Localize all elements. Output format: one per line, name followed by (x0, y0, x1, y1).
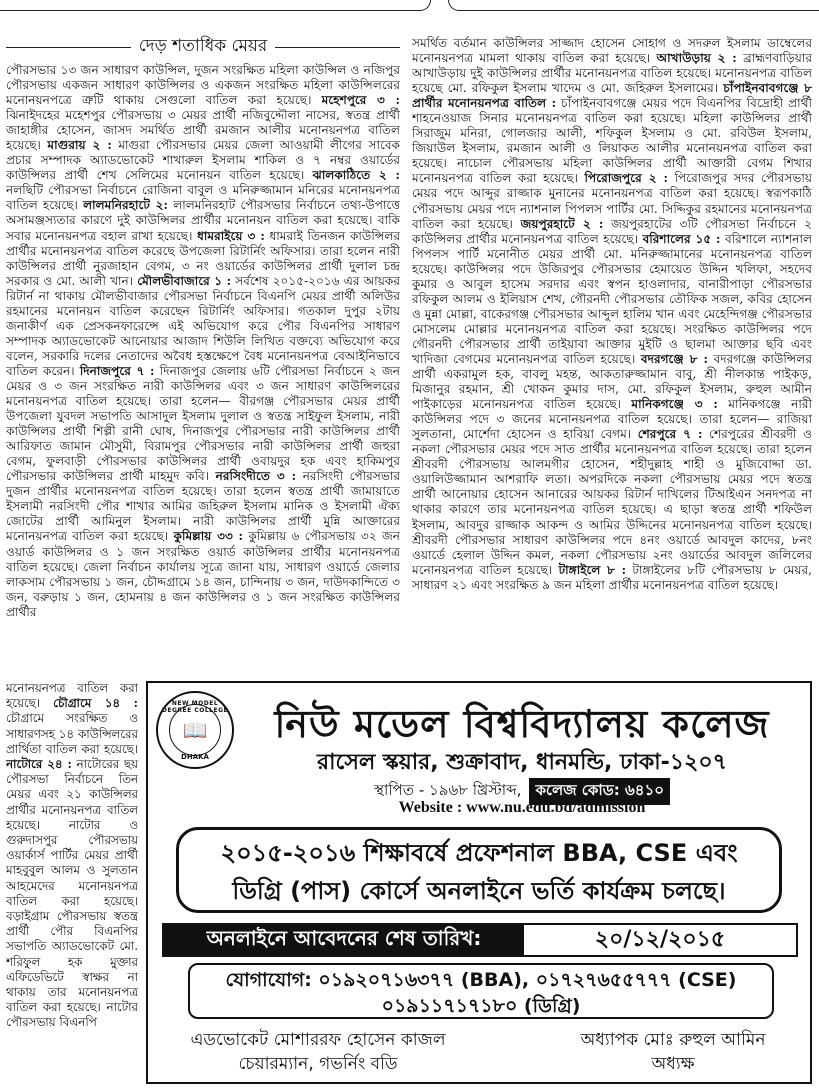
subhead-run: জয়পুরহাটে ২ : (520, 216, 604, 231)
text-run: মনোনয়নপত্র বাতিল করা হয়েছে। (6, 681, 138, 711)
established-text: স্থাপিত - ১৯৬৮ খ্রিস্টাব্দ, (374, 781, 522, 799)
text-run: লালমনিরহাট পৌরসভার নির্বাচনে তথ্য-উপাত্তে অসামঞ্জস্যতার কারণে দুই কাউন্সিলর প্রার্থীর মনোনয়ন বাতিল করা হয়েছে। বাকি সবার মনোনয়নপত্র বহাল রাখা হয়েছে। (6, 198, 400, 243)
text-run: শেরপুরের শ্রীবরদী ও নকলা পৌরসভার মেয়র পদে সাত প্রার্থীর মনোনয়নপত্র বাতিল হয়েছে। তারা হলেন শ্রীবরদী পৌরসভায় আলমগীর হোসেন, শহীদুল্লাহ শাহী ও মুজিবোদ্দা ডা. ওয়ালিউজ্জামান আশরাফি লতা। অপরদিকে নকলা পৌরসভায় মেয়র পদে স্বতন্ত্র প্রার্থী আনোয়ার হোসেন আনারের আয়কর রিটার্ন দাখিলের টিআইএন সনদপত্র না থাকার কারণে তার মনোনয়নপত্র বাতিল হয়েছে। এ ছাড়া স্বতন্ত্র প্রার্থী শফিউল ইসলাম, আবদুর রাজ্জাক আকন্দ ও আমির উদ্দিনের মনোনয়নপত্র বাতিল হয়েছে। শ্রীবরদী পৌরসভার সাধারণ কাউন্সিলর পদে ৪নং ওয়ার্ডে আবদুল কাদের, ৮নং ওয়ার্ডে হেলাল উদ্দিন কমল, নকলা পৌরসভায় ২নং ওয়ার্ডের আবদুল জলিলের মনোনয়নপত্র বাতিল হয়েছে। (412, 427, 812, 577)
principal-title: অধ্যক্ষ (651, 1054, 695, 1074)
subhead-run: বরিশালের ১৫ : (642, 231, 721, 246)
headline-rule-left (6, 47, 131, 48)
college-seal-logo (156, 691, 234, 769)
top-border-fragment-right (448, 0, 819, 11)
subhead-run: শেরপুরে ৭ : (637, 427, 703, 442)
banner-line-1: ২০১৫-২০১৬ শিক্ষাবর্ষে প্রফেশনাল BBA, CSE এবং (220, 839, 738, 867)
college-name: নিউ মডেল বিশ্ববিদ্যালয় কলেজ (274, 702, 770, 746)
subhead-run: মানিকগঞ্জে ৩ : (631, 397, 718, 412)
contact-line-2: ০১৯১১৭১৭১৮০ (ডিগ্রি) (381, 995, 581, 1017)
signature-chairman (168, 1028, 468, 1076)
headline-text: দেড় শতাধিক মেয়র (138, 36, 268, 56)
text-run: নরসিংদী পৌরসভার দুজন প্রার্থীর মনোনয়নপত্র বাতিল হয়েছে। তারা হলেন স্বতন্ত্র প্রার্থী জামায়াতে ইসলামী নরসিংদী পৌর শাখার আমির জহিরুল ইসলাম মানিক ও ইসলামী ঐক্য জোটের প্রার্থী আমিনুল ইসলাম। নারী কাউন্সিলর প্রার্থী মুন্নি আক্তারের মনোনয়নপত্র বাতিল করা হয়েছে। (6, 469, 400, 544)
text-run: সর্বশেষ ২০১৫-২০১৬ এর আয়কর রিটার্ন না থাকায় মৌলভীবাজার পৌরসভা নির্বাচনে বিএনপি মেয়র প্রার্থী অলিউর রহমানের মনোনয়ন বাতিল করেছেন রিটার্নিং অফিসার। গতকাল দুপুর ২টায় জনাকীর্ণ এক প্রেসকনফারেন্সে এই অভিযোগ করে পৌর বিএনপির সাধারণ সম্পাদক অ্যাডভোকেট আনোয়ার আজাদ শিউলি লিখিত বক্তব্যে অভিযোগ করে বলেন, সরকারি দলের নেতাদের অবৈধ হস্তক্ষেপে বৈধ মনোনয়নপত্র বেআইনিভাবে বাতিল করেন। (6, 273, 400, 378)
top-border-fragment-left (0, 0, 431, 11)
article-paragraph (412, 36, 812, 593)
text-run: ঝিনাইদহের মহেশপুর পৌরসভায় ৩ মেয়র প্রার্থী নজিবুদ্দৌলা নাসের, স্বতন্ত্র প্রার্থী জাহাঙ্গীর হোসেন, জাসদ সমর্থিত প্রার্থী রমজান আলীর মনোনয়নপত্র বাতিল হয়েছে। (6, 108, 400, 153)
subhead-run: কুমিল্লায় ৩৩ : (173, 529, 243, 544)
subhead-run: লালমনিরহাটে ২: (83, 198, 168, 213)
text-run: চাঁপাইনবাবগঞ্জে মেয়র পদে বিএনপির বিদ্রোহী প্রার্থী শাহনেওয়াজ সিনার মনোনয়নপত্র বাতিল করা হয়েছে। মহিলা কাউন্সিলর প্রার্থী সিরাজুম মনিরা, গোলজার আলী, শফিকুল ইসলাম ও মো. রবিউল ইসলাম, জিয়াউল ইসলাম, রমজান আলী ও লিয়াকত আলীর মনোনয়নপত্র বাতিল করা হয়েছে। নাচোল পৌরসভায় মহিলা কাউন্সিলর প্রার্থী আক্তারী বেগম শিখার মনোনয়নপত্র বাতিল করা হয়েছে। (412, 96, 812, 186)
text-run: পৌরসভার ১৩ জন সাধারণ কাউন্সিল, দুজন সংরক্ষিত মহিলা কাউন্সিল ও নজিপুর পৌরসভায় একজন সাধারণ কাউন্সিলর ও একজন সংরক্ষিত মহিলা কাউন্সিলরের মনোনয়নপত্রে ত্রুটি থাকায় সেগুলো বাতিল করা হয়েছে। (6, 63, 400, 108)
subhead-run: মাগুরায় ২ : (47, 138, 112, 153)
text-run: ধামরাই তিনজন কাউন্সিলর প্রার্থীর মনোনয়নপত্র বাতিল করেছে উপজেলা রিটার্নিং অফিসার। তারা হলেন নারী কাউন্সিলর প্রার্থী নুরজাহান বেগম, ৩ নং ওয়ার্ডের কাউন্সিলর প্রার্থী দুলাল চন্দ্র সরকার ও মো. আলী খান। (6, 228, 400, 288)
college-advertisement (146, 681, 812, 1084)
headline-rule-right (275, 47, 400, 48)
deadline-value: ২০/১২/২০১৫ (594, 926, 726, 952)
subhead-run: পিরোজপুরে ২ : (584, 171, 669, 186)
chairman-name: এডভোকেট মোশাররফ হোসেন কাজল (190, 1030, 446, 1050)
subhead-run: নরসিংদীতে ৩ : (215, 469, 297, 484)
principal-name: অধ্যাপক মোঃ রুহুল আমিন (580, 1030, 766, 1050)
text-run: সমর্থিত বর্তমান কাউন্সিলর সাজ্জাদ হোসেন সোহাগ ও সদরুল ইসলাম ডাম্বেলের মনোনয়নপত্র মামলা থাকায় বাতিল করা হয়েছে। (412, 36, 812, 66)
subhead-run: মৌলভীবাজারে ১ : (137, 273, 232, 288)
subhead-run: দিনাজপুরে ৭ : (79, 363, 155, 378)
text-run: পিরোজপুর সদর পৌরসভায় মেয়র পদে আব্দুর রাজ্জাক মুনানের মনোনয়নপত্র বাতিল করা হয়েছে। স্বরূপকাঠি পৌরসভায় মেয়র পদে ন্যাশনাল পিপলস পার্টির মো. সিদ্দিকুর রহমানের মনোনয়নপত্র বাতিল করা হয়েছে। (412, 171, 812, 231)
text-run: চৌগ্রামে সংরক্ষিত ও সাধারণসহ ১৪ কাউন্সিলরের প্রার্থিতা বাতিল করা হয়েছে। (6, 711, 138, 756)
subhead-run: চৌগ্রামে ১৪ : (53, 696, 138, 711)
admission-banner (176, 827, 782, 913)
college-code-badge: কলেজ কোড: ৬৪১০ (529, 778, 670, 805)
text-run: ব্রাহ্মণবাড়িয়ার আখাউড়ায় দুই কাউন্সিলর প্রার্থীর মনোনয়নপত্র বাতিল হয়েছে। মনোনয়নপত্র বাতিল হয়েছে মো. রফিকুল ইসলাম খাদেম ও মো. জহিরুল ইসলামের। (412, 51, 812, 96)
subhead-run: ঝালকাঠিতে ২ : (312, 168, 400, 183)
contact-box (188, 963, 774, 1019)
subhead-run: বদরগঞ্জে ৮ : (640, 351, 708, 366)
deadline-box (162, 923, 798, 957)
article-paragraph (6, 63, 400, 620)
chairman-title: চেয়ারম্যান, গভর্নিং বডি (238, 1054, 398, 1074)
deadline-label: অনলাইনে আবেদনের শেষ তারিখ: (164, 925, 524, 955)
subhead-run: আখাউড়ায় ২ : (656, 51, 737, 66)
signature-principal (548, 1028, 798, 1076)
text-run: নাটোরের ছয় পৌরসভা নির্বাচনে তিন মেয়র এবং ২১ কাউন্সিলর প্রার্থীর মনোনয়নপত্র বাতিল হয়েছে। নাটোর ও গুরুদাসপুর পৌরসভায় ওয়ার্কার্স পার্টির মেয়র প্রার্থী মাহবুবুল আলম ও সুলতান আহমেদের মনোনয়নপত্র বাতিল করা হয়েছে। বড়াইগ্রাম পৌরসভায় স্বতন্ত্র প্রার্থী পৌর বিএনপির সভাপতি অ্যাডভোকেট মো. শরিফুল হক মুক্তার এফিডেভিটে স্বাক্ষর না থাকায় তার মনোনয়নপত্র বাতিল করা হয়েছে। নাটোর পৌরসভায় বিএনপি (6, 757, 138, 1030)
text-run: দিনাজপুর জেলায় ৬টি পৌরসভা নির্বাচনে ২ জন মেয়র ও ৩ জন সংরক্ষিত নারী কাউন্সিলর এবং ৩ জন সাধারণ কাউন্সিলরের মনোনয়নপত্র বাতিল হয়েছে। তারা হলেন— বীরগঞ্জ পৌরসভার মেয়র প্রার্থী উপজেলা যুবদল সভাপতি আসাদুল ইসলাম দুলাল ও স্বতন্ত্র সাইফুল ইসলাম, নারী কাউন্সিলর প্রার্থী শিল্পী রানী ঘোষ, দিনাজপুর পৌরসভার নারী কাউন্সিলর প্রার্থী আরিফাত জামান মৌসুমী, বিরামপুর পৌরসভার নারী কাউন্সিলর প্রার্থী জহুরা বেগম, ফুলবাড়ী পৌরসভার কাউন্সিলর প্রার্থী ওবায়দুর হক এবং হাকিমপুর পৌরসভার কাউন্সিলর প্রার্থী মাহমুদ কবি। (6, 363, 400, 484)
banner-line-2: ডিগ্রি (পাস) কোর্সে অনলাইনে ভর্তি কার্যক্রম চলছে। (232, 877, 726, 905)
subhead-run: টাঙ্গাইলে ৮ : (558, 562, 627, 577)
subhead-run: চাঁপাইনবাবগঞ্জে ৮ প্রার্থীর মনোনয়নপত্র বাতিল : (412, 81, 812, 111)
subhead-run: ধামরাইয়ে ৩ : (197, 228, 265, 243)
college-address: রাসেল স্কয়ার, শুক্রাবাদ, ধানমন্ডি, ঢাকা-১২০৭ (317, 750, 727, 775)
contact-line-1: যোগাযোগ: ০১৯২০৭১৬৩৭৭ (BBA), ০১৭২৭৬৫৫৭৭৭ (CSE) (225, 969, 737, 991)
seal-ring-text: NEW MODEL DEGREE COLLEGE (161, 700, 229, 714)
subhead-run: মহেশপুরে ৩ : (321, 93, 400, 108)
text-run: জয়পুরহাটের ৩টি পৌরসভা নির্বাচনে ২ কাউন্সিলর প্রার্থীর মনোনয়নপত্র বাতিল হয়েছে। (412, 216, 812, 246)
article-paragraph (6, 681, 138, 1031)
text-run: বরিশালে ন্যাশনাল পিপলস পার্টি মনোনীত মেয়র প্রার্থী মো. মনিরুজ্জামানের মনোনয়নপত্র বাতিল হয়েছে। কাউন্সিলর পদে উজিরপুর পৌরসভার হেমায়েত উদ্দিন খলিফা, সহদেব কুমার ও আবুল হাসেম সরদার এবং স্বপন হাওলাদার, বানারীপাড়া পৌরসভার রফিকুল আলম ও ইলিয়াস শেখ, গৌরনদী পৌরসভার তৌফিক সজল, কবির হোসেন ও মুন্না মোল্লা, বাকেরগঞ্জ পৌরসভার আব্দুল হালিম খান এবং মেহেন্দিগঞ্জ পৌরসভার মোসলেম মোল্লার মনোনয়নপত্র বাতিল করা হয়েছে। সংরক্ষিত কাউন্সিলর পদে গৌরনদী পৌরসভার প্রার্থী তাইয়াবা আক্তার মুইটি ও ছালমা আক্তার ছবি এবং খাদিজা বেগমের মনোনয়নপত্র বাতিল হয়েছে। (412, 231, 812, 366)
text-run: মাগুরা পৌরসভার মেয়র জেলা আওয়ামী লীগের সাবেক প্রচার সম্পাদক অ্যাডভোকেট শাখারুল ইসলাম শাকিল ও ৭ নম্বর ওয়ার্ডের কাউন্সিলর প্রার্থী শেখ সেলিমের মনোনয়ন বাতিল হয়েছে। (6, 138, 400, 183)
text-run: কুমিল্লায় ৬ পৌরসভায় ৩২ জন ওয়ার্ড কাউন্সিলর ও ১ জন সংরক্ষিত ওয়ার্ড কাউন্সিলর প্রার্থীর মনোনয়নপত্র বাতিল হয়েছে। জেলা নির্বাচন কার্যালয় সূত্রে জানা যায়, সাধারণ ওয়ার্ডে জেলার লাকসাম পৌরসভায় ১ জন, চৌদ্দগ্রামে ১৪ জন, চান্দিনায় ৩ জন, দাউদকান্দিতে ৩ জন, বরুড়ায় ১ জন, হোমনায় ৪ জন কাউন্সিলর ও ১ জন সংরক্ষিত কাউন্সিলর প্রার্থীর (6, 529, 400, 619)
subhead-run: নাটোরে ২৪ : (6, 757, 72, 772)
headline (6, 36, 400, 58)
article-column-left (6, 63, 400, 681)
text-run: নলছিটি পৌরসভা নির্বাচনে রোজিনা বাবুল ও মনিরুজ্জামান মনিরের মনোনয়নপত্র বাতিল হয়েছে। (6, 183, 400, 213)
website-text: Website : www.nu.edu.bd/admission (398, 799, 646, 816)
text-run: বদরগঞ্জে কাউন্সিলর প্রার্থী একরামুল হক, বাবলু মহন্ত, আকতারুজ্জামান বাবু, শ্রী নীলকান্ত পাইকড়, মিজানুর রহমান, শ্রী খোকন কুমার দাস, মো. রফিকুল ইসলাম, রুহুল আমীন পাইকাড়ের মনোনয়নপত্র বাতিল হয়েছে। (412, 351, 812, 412)
article-column-right (412, 36, 812, 668)
seal-city-text: DHAKA (181, 753, 209, 761)
text-run: টাঙ্গাইলের ৮টি পৌরসভায় ৮ মেয়র, সাধারণ ২১ এবং সংরক্ষিত ৯ জন মহিলা প্রার্থীর মনোনয়নপত্র বাতিল হয়েছে। (412, 562, 812, 592)
book-icon: 📖 (169, 704, 221, 756)
text-run: মানিকগঞ্জে নারী কাউন্সিলর পদে ৩ জনের মনোনয়নপত্র বাতিল হয়েছে। তারা হলেন— রাজিয়া সুলতানা, মোর্শেদা হোসেন ও হাবিয়া বেগম। (412, 397, 812, 442)
article-column-narrow (6, 681, 138, 1089)
